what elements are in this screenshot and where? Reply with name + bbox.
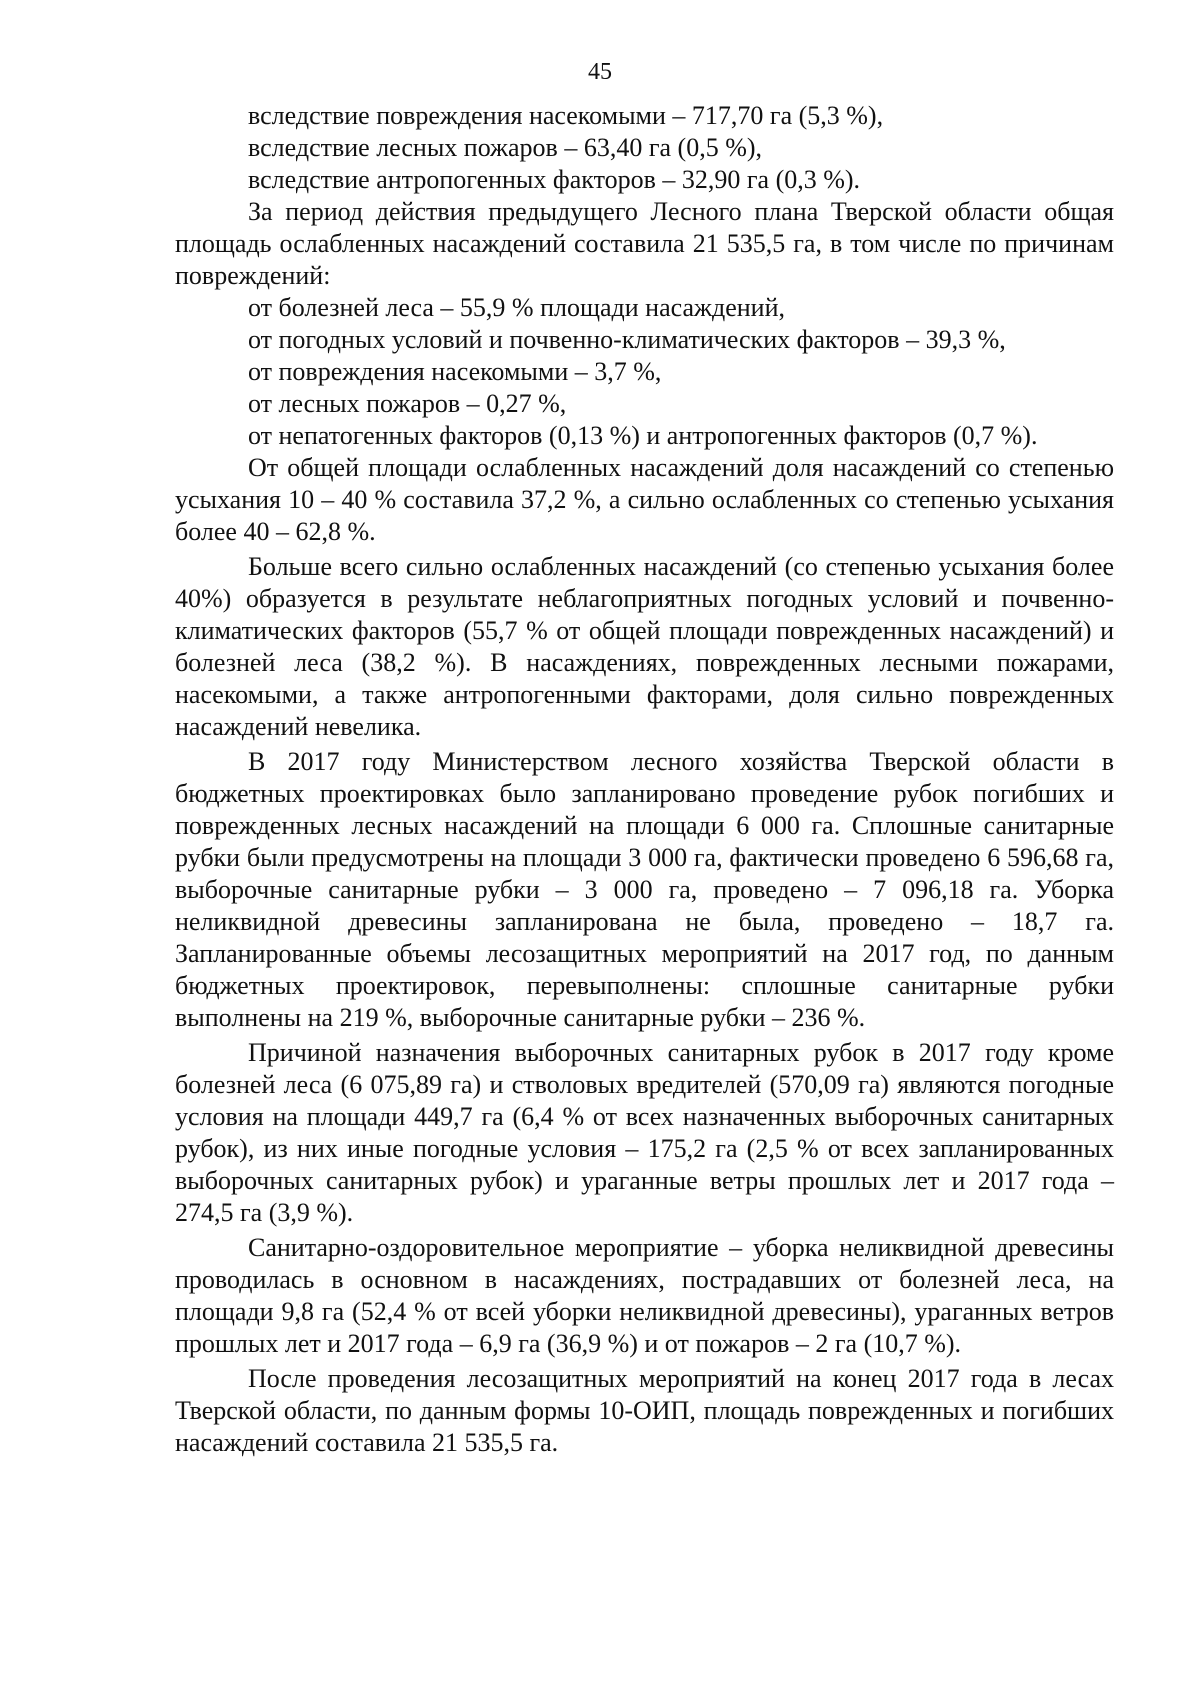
paragraph-severely-weakened: Больше всего сильно ослабленных насаждений (со степенью усыхания более 40%) образуется в результате неблагоприятных погодных условий и почвенно-климатических факторов (55,7 % от общей площади поврежденных насаждений) и болезней леса (38,2 %). В насаждениях, поврежденных лесными пожарами, насекомыми, а также антропогенными факторами, доля сильно поврежденных насаждений невелика. — [175, 552, 1114, 741]
cause-item-fires: от лесных пожаров – 0,27 %, — [248, 389, 567, 418]
list-item-insects: вследствие повреждения насекомыми – 717,70 га (5,3 %), — [248, 101, 884, 130]
paragraph-deadwood-removal: Санитарно-оздоровительное мероприятие – уборка неликвидной древесины проводилась в основном в насаждениях, пострадавших от болезней леса, на площади 9,8 га (52,4 % от всей уборки неликвидной древесины), ураганных ветров прошлых лет и 2017 года – 6,9 га (36,9 %) и от пожаров – 2 га (10,7 %). — [175, 1233, 1114, 1358]
cause-item-non-pathogenic: от непатогенных факторов (0,13 %) и антропогенных факторов (0,7 %). — [248, 421, 1038, 450]
cause-item-insects: от повреждения насекомыми – 3,7 %, — [248, 357, 662, 386]
list-item-forest-fires: вследствие лесных пожаров – 63,40 га (0,5 %), — [248, 133, 763, 162]
cause-item-diseases: от болезней леса – 55,9 % площади насаждений, — [248, 293, 786, 322]
paragraph-previous-forest-plan: За период действия предыдущего Лесного плана Тверской области общая площадь ослабленных насаждений составила 21 535,5 га, в том числе по причинам повреждений: — [175, 197, 1114, 290]
page-body — [175, 100, 1114, 1459]
page-number: 45 — [588, 59, 612, 85]
list-item-anthropogenic: вследствие антропогенных факторов – 32,90 га (0,3 %). — [248, 165, 861, 194]
paragraph-2017-budget: В 2017 году Министерством лесного хозяйства Тверской области в бюджетных проектировках было запланировано проведение рубок погибших и поврежденных лесных насаждений на площади 6 000 га. Сплошные санитарные рубки были предусмотрены на площади 3 000 га, фактически проведено 6 596,68 га, выборочные санитарные рубки – 3 000 га, проведено – 7 096,18 га. Уборка неликвидной древесины запланирована не была, проведено – 18,7 га. Запланированные объемы лесозащитных мероприятий на 2017 год, по данным бюджетных проектировок, перевыполнены: сплошные санитарные рубки выполнены на 219 %, выборочные санитарные рубки – 236 %. — [175, 747, 1114, 1032]
paragraph-selective-felling-reasons: Причиной назначения выборочных санитарных рубок в 2017 году кроме болезней леса (6 075,89 га) и стволовых вредителей (570,09 га) являются погодные условия на площади 449,7 га (6,4 % от всех назначенных выборочных санитарных рубок), из них иные погодные условия – 175,2 га (2,5 % от всех запланированных выборочных санитарных рубок) и ураганные ветры прошлых лет и 2017 года – 274,5 га (3,9 %). — [175, 1038, 1114, 1227]
paragraph-drying-degree: От общей площади ослабленных насаждений доля насаждений со степенью усыхания 10 – 40 % составила 37,2 %, а сильно ослабленных со степенью усыхания более 40 – 62,8 %. — [175, 453, 1114, 546]
paragraph-final-area: После проведения лесозащитных мероприятий на конец 2017 года в лесах Тверской области, по данным формы 10-ОИП, площадь поврежденных и погибших насаждений составила 21 535,5 га. — [175, 1364, 1114, 1457]
cause-item-weather: от погодных условий и почвенно-климатических факторов – 39,3 %, — [248, 325, 1006, 354]
